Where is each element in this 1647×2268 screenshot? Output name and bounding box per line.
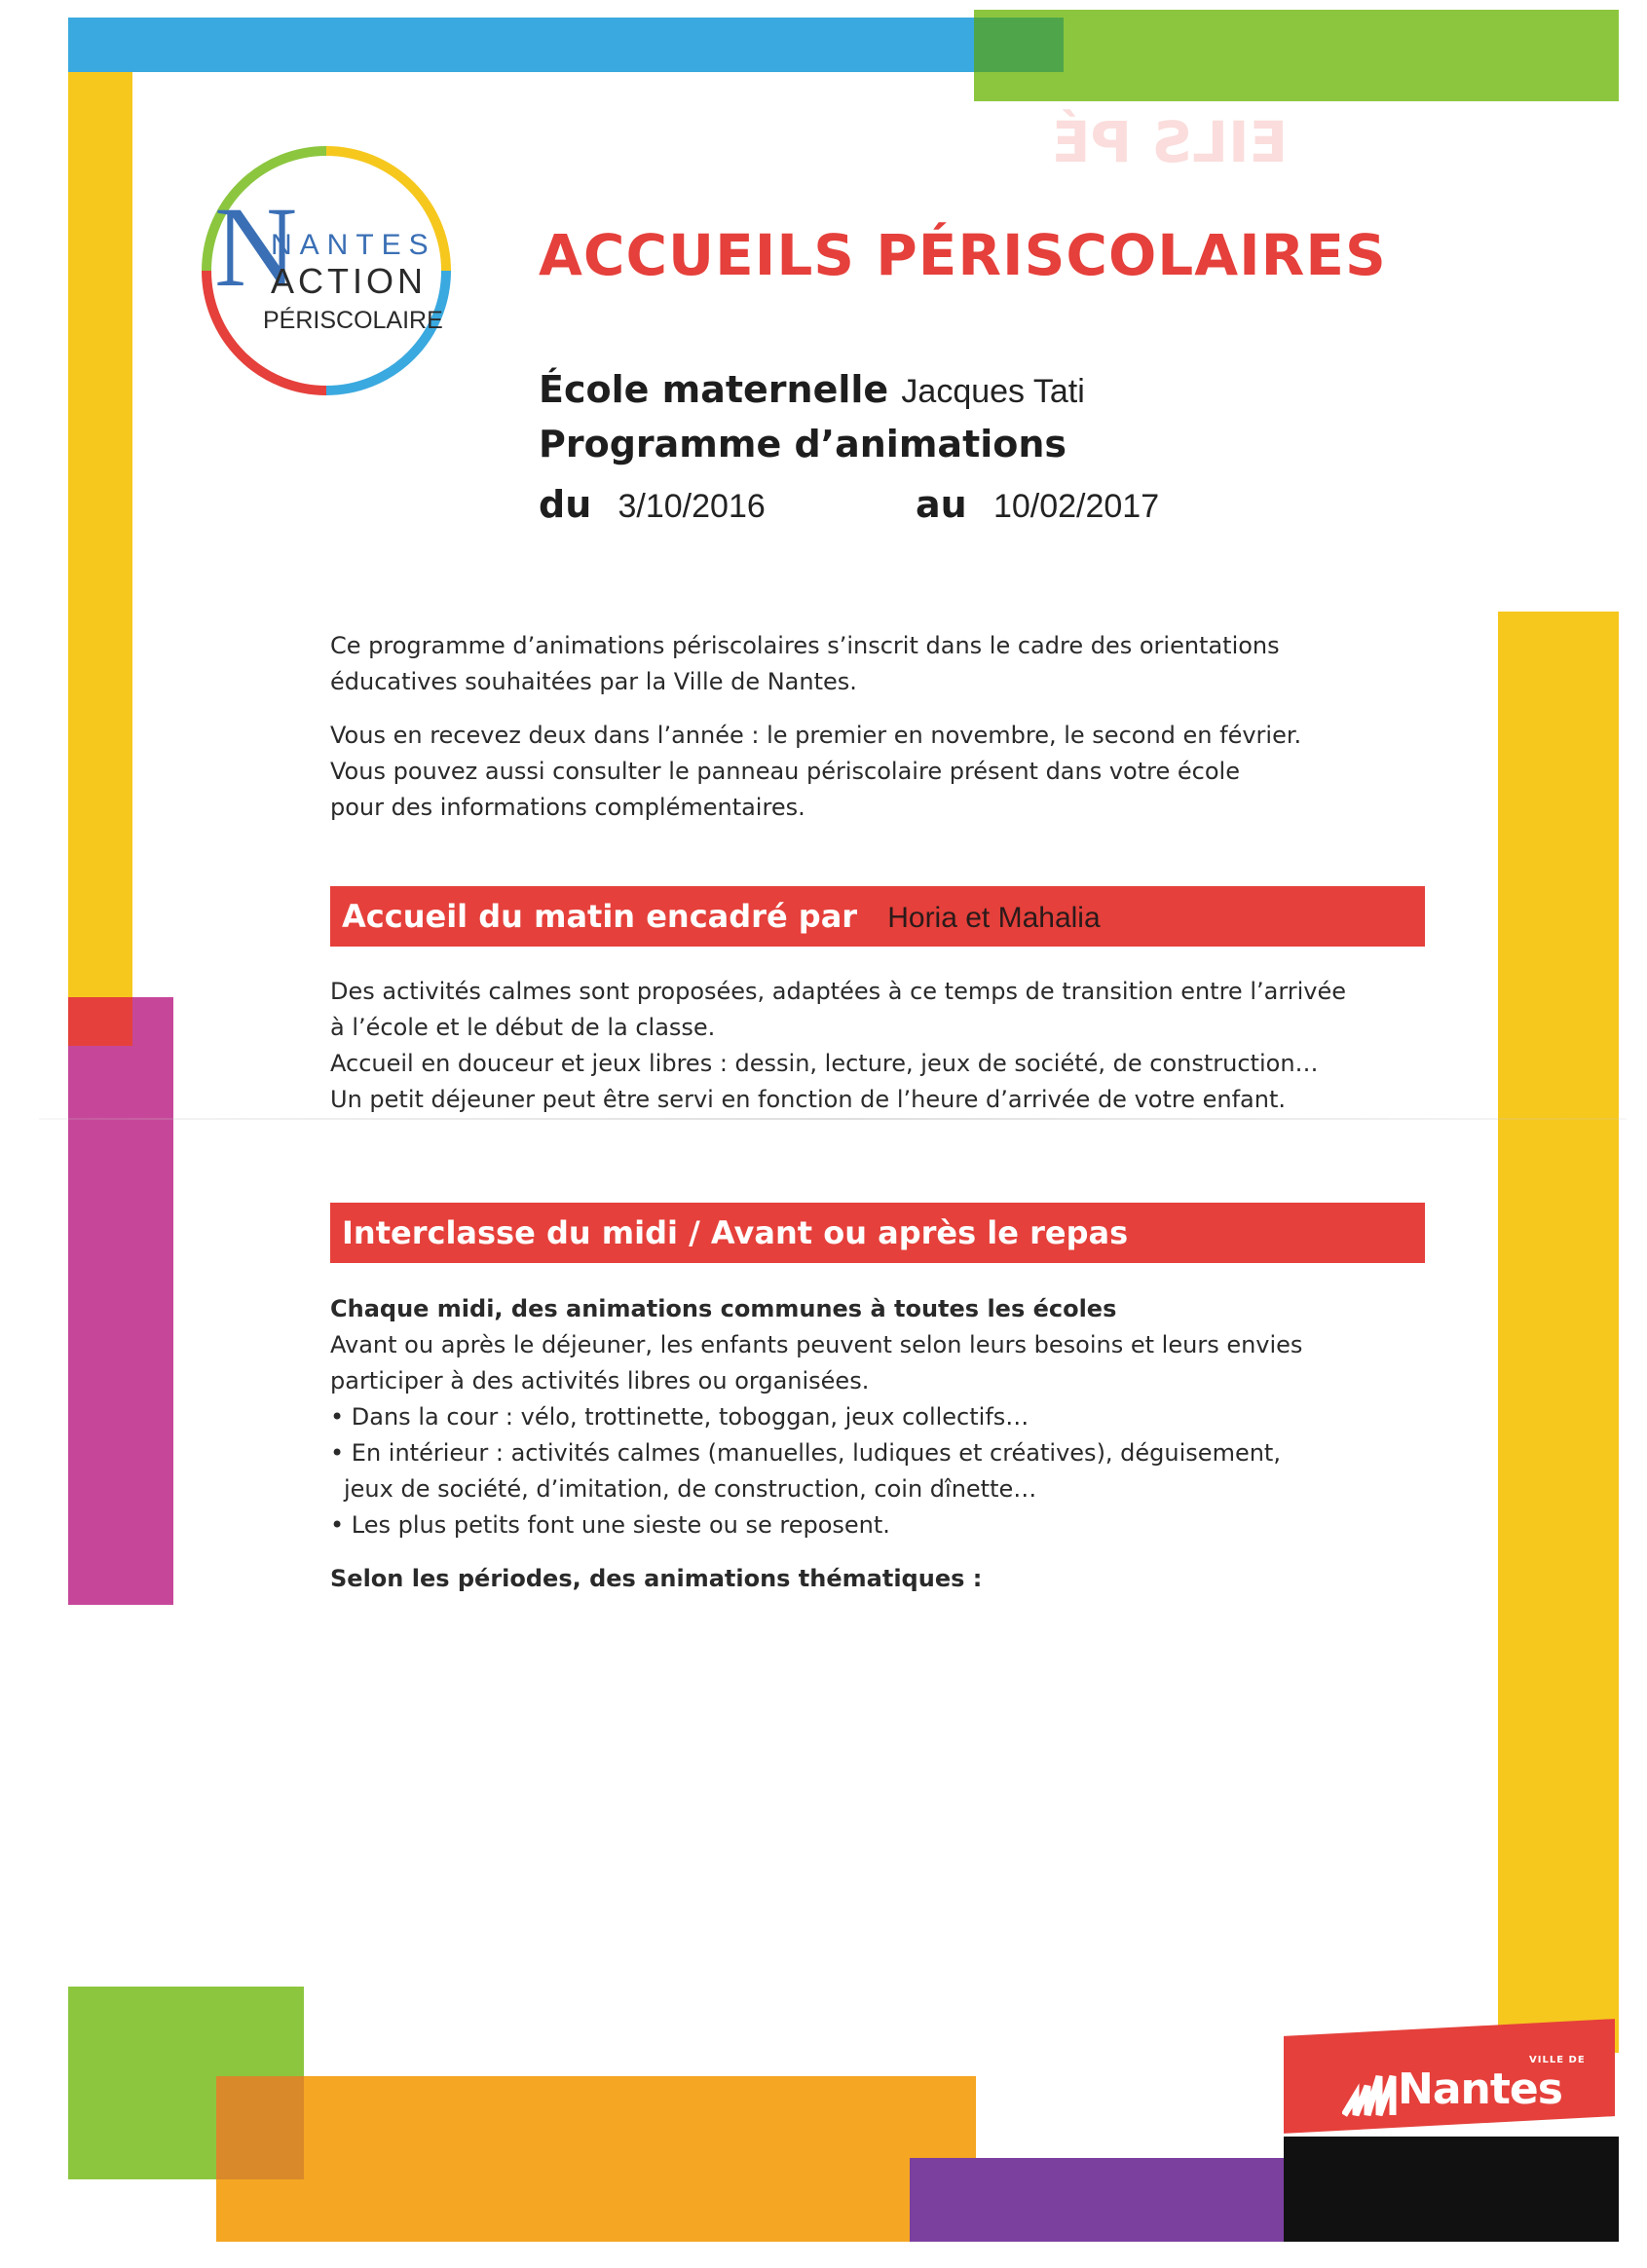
morning-staff: Horia et Mahalia — [887, 902, 1101, 934]
intro-p2-line2: Vous pouvez aussi consulter le panneau périscolaire présent dans votre école — [330, 758, 1240, 785]
left-overlap-block — [68, 997, 132, 1046]
from-label: du — [539, 483, 592, 526]
midday-bullet2-line1: • En intérieur : activités calmes (manuelles, ludiques et créatives), déguisement, — [330, 1439, 1281, 1467]
midday-banner — [330, 1203, 1425, 1263]
midday-heading: Chaque midi, des animations communes à toutes les écoles — [330, 1295, 1117, 1322]
bottom-orange-bar — [216, 2076, 976, 2242]
date-range — [539, 483, 766, 526]
paper-fold-line — [39, 1118, 1627, 1120]
midday-banner-label: Interclasse du midi / Avant ou après le repas — [342, 1214, 1129, 1251]
nantes-action-periscolaire-logo — [195, 139, 458, 402]
logo-line-3: PÉRISCOLAIRE — [263, 307, 443, 334]
right-yellow-bar — [1498, 612, 1619, 2053]
logo-line-2: ACTION — [271, 261, 428, 301]
school-label: École maternelle — [539, 368, 889, 411]
program-label: Programme d’animations — [539, 423, 1067, 465]
intro-p1-line1: Ce programme d’animations périscolaires s’inscrit dans le cadre des orientations — [330, 632, 1280, 659]
themes-heading: Selon les périodes, des animations thématiques : — [330, 1565, 983, 1592]
left-yellow-bar — [68, 72, 132, 1046]
bottom-black-bar — [1284, 2137, 1619, 2242]
bottom-overlap-block — [216, 2076, 304, 2179]
morning-line4: Un petit déjeuner peut être servi en fonction de l’heure d’arrivée de votre enfant. — [330, 1086, 1286, 1113]
intro-p2-line3: pour des informations complémentaires. — [330, 794, 805, 821]
morning-section — [330, 974, 1431, 1118]
midday-bullet3: • Les plus petits font une sieste ou se reposent. — [330, 1511, 890, 1539]
midday-line2: participer à des activités libres ou organisées. — [330, 1367, 870, 1394]
morning-line2: à l’école et le début de la classe. — [330, 1014, 716, 1041]
midday-section — [330, 1291, 1431, 1597]
bleed-through-text: EILS PÉ — [1052, 109, 1289, 175]
school-name: Jacques Tati — [901, 373, 1085, 410]
morning-banner — [330, 886, 1425, 947]
midday-bullet2-line2: jeux de société, d’imitation, de construction, coin dînette… — [344, 1475, 1037, 1503]
top-green-dark-overlap — [974, 18, 1064, 72]
intro-p2-line1: Vous en recevez deux dans l’année : le premier en novembre, le second en février. — [330, 722, 1302, 749]
logo-circle-icon — [195, 139, 458, 402]
midday-line1: Avant ou après le déjeuner, les enfants peuvent selon leurs besoins et leurs envies — [330, 1331, 1303, 1358]
morning-line1: Des activités calmes sont proposées, adaptées à ce temps de transition entre l’arrivée — [330, 978, 1347, 1005]
left-magenta-bar — [68, 997, 173, 1605]
to-date: 10/02/2017 — [992, 488, 1160, 525]
city-prefix: VILLE DE — [1529, 2055, 1586, 2065]
from-date: 3/10/2016 — [618, 488, 766, 525]
city-name: Nantes — [1398, 2064, 1562, 2114]
intro-section — [330, 628, 1431, 826]
bottom-purple-bar — [910, 2158, 1284, 2242]
intro-p1-line2: éducatives souhaitées par la Ville de Nantes. — [330, 668, 857, 695]
top-blue-bar — [68, 18, 993, 72]
midday-bullet1: • Dans la cour : vélo, trottinette, toboggan, jeux collectifs… — [330, 1403, 1029, 1431]
morning-banner-label: Accueil du matin encadré par — [342, 898, 858, 935]
logo-big-n: N — [214, 183, 298, 311]
to-label: au — [916, 483, 967, 526]
date-range-end — [916, 483, 1159, 526]
logo-line-1: NANTES — [271, 229, 436, 261]
top-green-bar — [974, 10, 1619, 101]
morning-line3: Accueil en douceur et jeux libres : dessin, lecture, jeux de société, de construction… — [330, 1050, 1319, 1077]
page-title: ACCUEILS PÉRISCOLAIRES — [539, 222, 1387, 288]
school-line — [539, 368, 1085, 411]
